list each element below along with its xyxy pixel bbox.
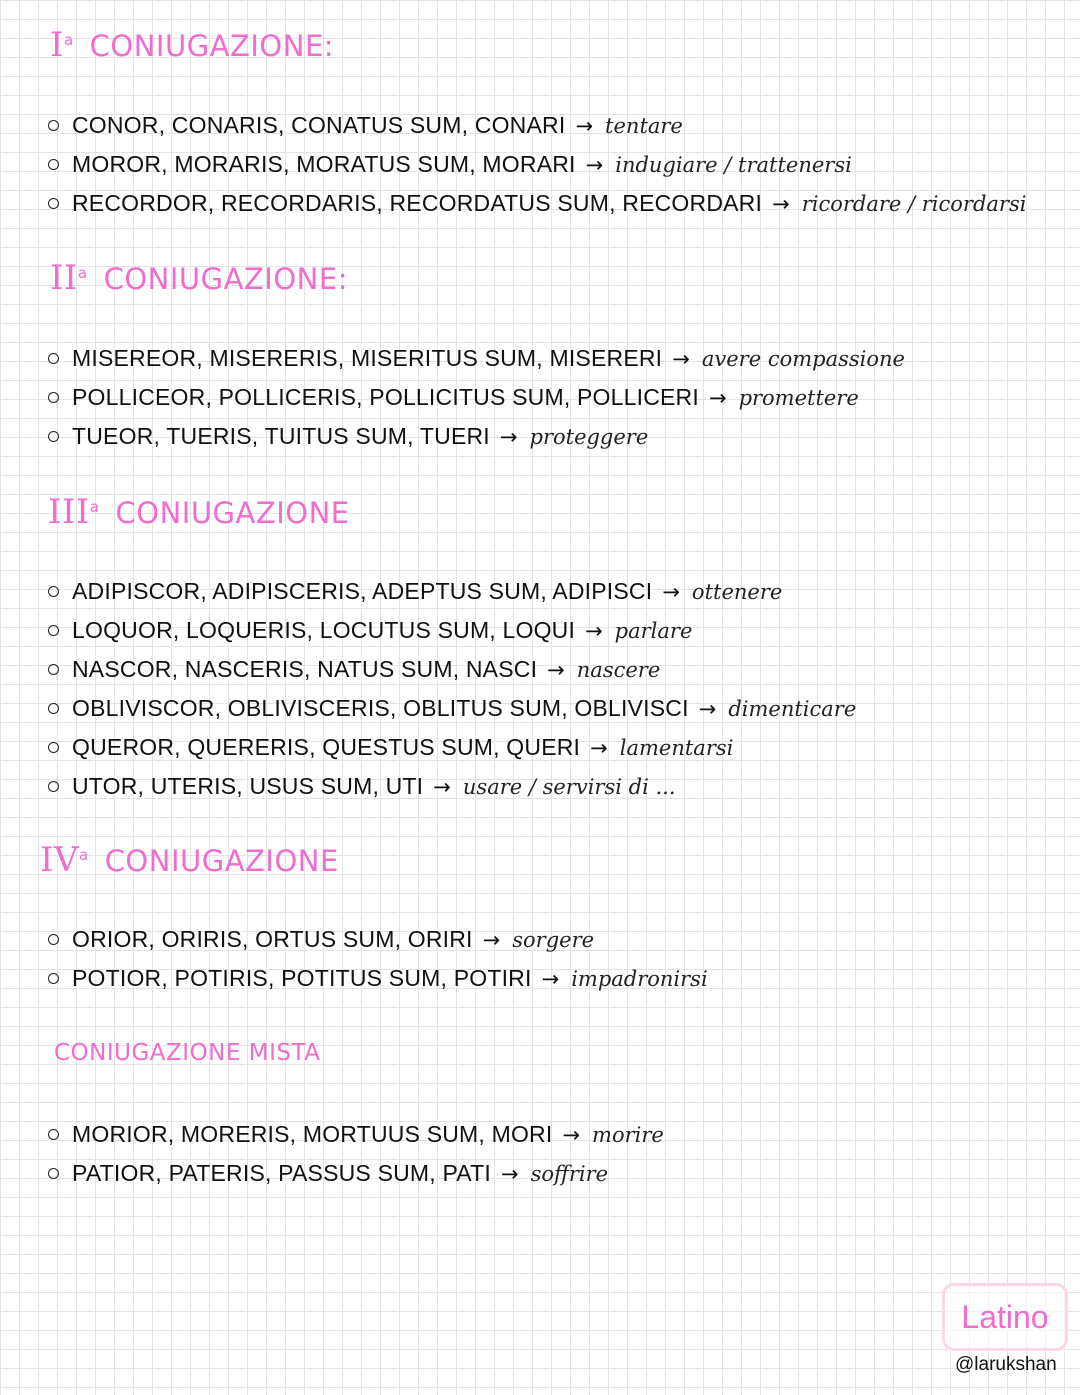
heading-numeral: II — [50, 258, 78, 298]
list-item — [48, 339, 905, 378]
bullet-icon — [48, 742, 59, 753]
arrow-right-icon: → — [562, 1122, 581, 1147]
verb-list-coniugazione-2 — [48, 339, 905, 456]
heading-numeral: IV — [40, 840, 79, 880]
list-item — [48, 611, 856, 650]
list-item — [48, 572, 856, 611]
heading-coniugazione-2 — [50, 258, 348, 298]
verb-forms: NASCOR, NASCERIS, NATUS SUM, NASCI — [72, 656, 538, 682]
bullet-icon — [48, 1129, 59, 1140]
bullet-icon — [48, 198, 59, 209]
verb-list-coniugazione-1 — [48, 106, 1026, 223]
verb-meaning: parlare — [614, 618, 693, 643]
verb-forms: ORIOR, ORIRIS, ORTUS SUM, ORIRI — [72, 926, 473, 952]
verb-forms: CONOR, CONARIS, CONATUS SUM, CONARI — [72, 112, 566, 138]
verb-meaning: proteggere — [529, 424, 649, 449]
verb-meaning: nascere — [576, 657, 661, 682]
verb-forms: OBLIVISCOR, OBLIVISCERIS, OBLITUS SUM, OBLIVISCI — [72, 695, 689, 721]
list-item — [48, 417, 905, 456]
verb-meaning: morire — [592, 1122, 664, 1147]
list-item — [48, 1115, 664, 1154]
heading-ordinal-mark: a — [63, 31, 74, 50]
verb-forms: QUEROR, QUERERIS, QUESTUS SUM, QUERI — [72, 734, 581, 760]
bullet-icon — [48, 625, 59, 636]
heading-title: CONIUGAZIONE: — [103, 262, 348, 296]
arrow-right-icon: → — [499, 424, 518, 449]
heading-ordinal-mark: a — [78, 846, 89, 865]
list-item — [48, 728, 856, 767]
arrow-right-icon: → — [575, 113, 594, 138]
verb-meaning: impadronirsi — [571, 966, 708, 991]
list-item — [48, 689, 856, 728]
arrow-right-icon: → — [698, 696, 717, 721]
verb-forms: PATIOR, PATERIS, PASSUS SUM, PATI — [72, 1160, 491, 1186]
verb-list-coniugazione-mista — [48, 1115, 664, 1193]
verb-meaning: dimenticare — [728, 696, 857, 721]
arrow-right-icon: → — [547, 657, 565, 682]
arrow-right-icon: → — [500, 1161, 519, 1186]
verb-forms: POTIOR, POTIRIS, POTITUS SUM, POTIRI — [72, 965, 532, 991]
bullet-icon — [48, 586, 59, 597]
arrow-right-icon: → — [433, 774, 451, 799]
verb-meaning: ottenere — [691, 579, 783, 604]
arrow-right-icon: → — [672, 346, 690, 371]
verb-forms: LOQUOR, LOQUERIS, LOCUTUS SUM, LOQUI — [72, 617, 576, 643]
arrow-right-icon: → — [662, 579, 680, 604]
verb-forms: POLLICEOR, POLLICERIS, POLLICITUS SUM, POLLICERI — [72, 384, 699, 410]
verb-meaning: ricordare / ricordarsi — [801, 191, 1027, 216]
list-item — [48, 145, 1026, 184]
list-item — [48, 106, 1026, 145]
list-item — [48, 378, 905, 417]
bullet-icon — [48, 934, 59, 945]
heading-ordinal-mark: a — [77, 264, 88, 283]
heading-numeral: III — [48, 492, 90, 532]
bullet-icon — [48, 664, 59, 675]
bullet-icon — [48, 431, 59, 442]
arrow-right-icon: → — [541, 966, 560, 991]
verb-forms: MORIOR, MORERIS, MORTUUS SUM, MORI — [72, 1121, 553, 1147]
bullet-icon — [48, 1168, 59, 1179]
bullet-icon — [48, 159, 59, 170]
verb-forms: MOROR, MORARIS, MORATUS SUM, MORARI — [72, 151, 576, 177]
arrow-right-icon: → — [590, 735, 608, 760]
list-item — [48, 1154, 664, 1193]
list-item — [48, 920, 708, 959]
heading-title: CONIUGAZIONE: — [89, 29, 335, 63]
arrow-right-icon: → — [708, 385, 727, 410]
verb-meaning: promettere — [738, 385, 859, 410]
verb-list-coniugazione-3 — [48, 572, 856, 806]
list-item — [48, 650, 856, 689]
bullet-icon — [48, 703, 59, 714]
verb-meaning: indugiare / trattenersi — [615, 152, 852, 177]
bullet-icon — [48, 973, 59, 984]
arrow-right-icon: → — [772, 191, 790, 216]
verb-list-coniugazione-4 — [48, 920, 708, 998]
arrow-right-icon: → — [585, 152, 604, 177]
bullet-icon — [48, 353, 59, 364]
heading-coniugazione-4 — [40, 840, 339, 880]
heading-ordinal-mark: a — [89, 498, 100, 517]
author-handle: @larukshan — [955, 1354, 1057, 1375]
heading-title: CONIUGAZIONE MISTA — [54, 1040, 321, 1066]
verb-forms: RECORDOR, RECORDARIS, RECORDATUS SUM, RECORDARI — [72, 190, 763, 216]
verb-meaning: soffrire — [530, 1161, 609, 1186]
list-item — [48, 767, 856, 806]
arrow-right-icon: → — [585, 618, 603, 643]
heading-title: CONIUGAZIONE — [104, 844, 339, 878]
verb-meaning: avere compassione — [701, 346, 905, 371]
verb-meaning: lamentarsi — [619, 735, 734, 760]
heading-coniugazione-1 — [50, 25, 334, 65]
arrow-right-icon: → — [482, 927, 501, 952]
verb-forms: MISEREOR, MISERERIS, MISERITUS SUM, MISERERI — [72, 345, 663, 371]
heading-title: CONIUGAZIONE — [115, 496, 350, 530]
verb-forms: ADIPISCOR, ADIPISCERIS, ADEPTUS SUM, ADIPISCI — [72, 578, 653, 604]
verb-forms: TUEOR, TUERIS, TUITUS SUM, TUERI — [72, 423, 490, 449]
heading-coniugazione-3 — [48, 492, 350, 532]
verb-forms: UTOR, UTERIS, USUS SUM, UTI — [72, 773, 424, 799]
list-item — [48, 184, 1026, 223]
verb-meaning: usare / servirsi di ... — [462, 774, 676, 799]
bullet-icon — [48, 392, 59, 403]
verb-meaning: sorgere — [512, 927, 595, 952]
bullet-icon — [48, 781, 59, 792]
verb-meaning: tentare — [605, 113, 683, 138]
heading-coniugazione-mista — [54, 1040, 320, 1066]
list-item — [48, 959, 708, 998]
bullet-icon — [48, 120, 59, 131]
subject-label: Latino — [942, 1283, 1068, 1351]
heading-numeral: I — [50, 25, 64, 65]
